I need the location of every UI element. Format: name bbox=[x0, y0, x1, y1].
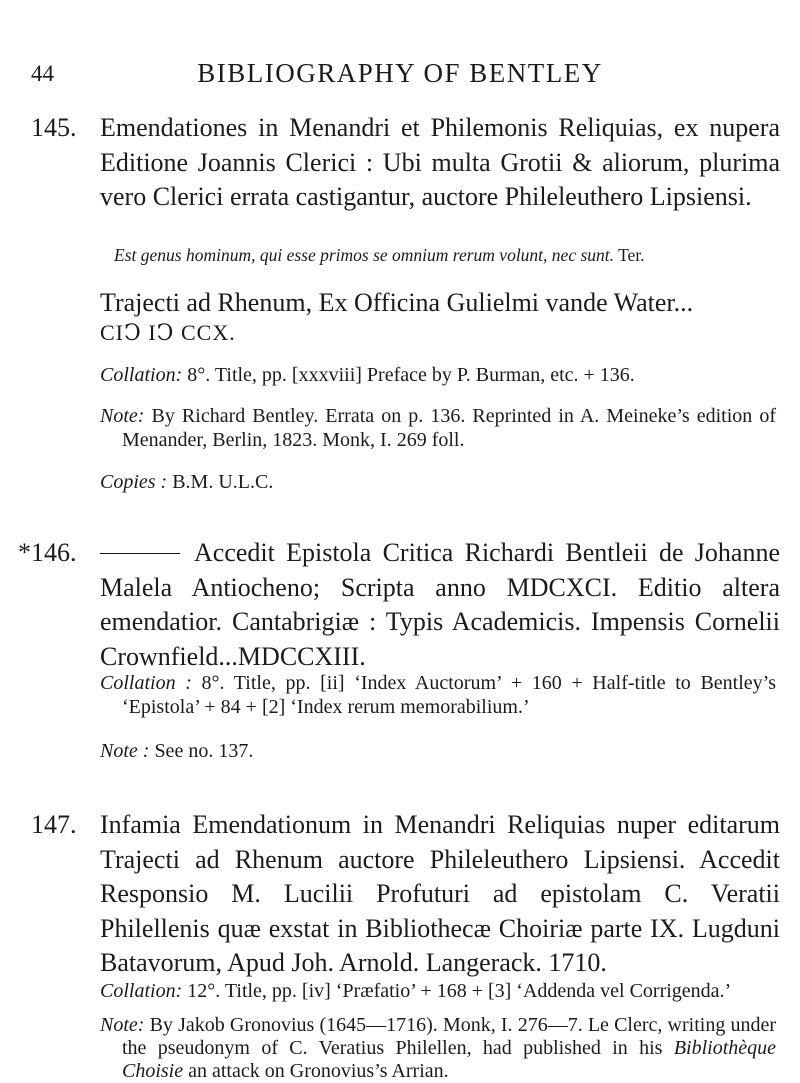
collation bbox=[100, 672, 776, 719]
collation-label: Collation : bbox=[100, 672, 192, 694]
copies-label: Copies : bbox=[100, 471, 168, 493]
entry-number: 147. bbox=[31, 810, 77, 839]
collation-label: Collation: bbox=[100, 980, 183, 1002]
copies-text: B.M. U.L.C. bbox=[172, 471, 274, 493]
note-text: See no. 137. bbox=[154, 740, 254, 762]
entry-number: *146. bbox=[18, 538, 77, 567]
note-label: Note: bbox=[100, 405, 145, 427]
imprint-date: CIↃ IↃ CCX. bbox=[100, 320, 236, 345]
collation bbox=[100, 980, 776, 1004]
collation-text: 8°. Title, pp. [xxxviii] Preface by P. Burman, etc. + 136. bbox=[187, 364, 635, 386]
entry-title: Accedit Epistola Critica Richardi Bentleii de Johanne Malela Antiocheno; Scripta anno MDCXCI. Editio altera emendatior. Cantabrigiæ : Typis Academicis. Impensis Cornelii Crownfield...MDCCXIII. bbox=[100, 538, 780, 671]
motto bbox=[114, 245, 764, 266]
imprint-line: Trajecti ad Rhenum, Ex Officina Gulielmi vande Water... bbox=[100, 288, 694, 317]
note bbox=[100, 405, 776, 452]
entry-number: 145. bbox=[31, 113, 77, 142]
copies bbox=[100, 471, 776, 495]
collation bbox=[100, 364, 776, 388]
note-italic-title: Bibliothèque Choisie bbox=[122, 1037, 777, 1082]
entry-title: Emendationes in Menandri et Philemonis Reliquias, ex nupera Editione Joannis Clerici : Ubi multa Grotii & aliorum, plurima vero Clerici errata castigantur, auctore Phileleuthero Lipsiensi. bbox=[100, 113, 780, 211]
note bbox=[100, 740, 776, 764]
entry-title: Infamia Emendationum in Menandri Reliquias nuper editarum Trajecti ad Rhenum auctore Phileleuthero Lipsiensi. Accedit Responsio M. Lucilii Profuturi ad epistolam C. Veratii Philellenis quæ exstat in Bibliothecæ Choiriæ parte IX. Lugduni Batavorum, Apud Joh. Arnold. Langerack. 1710. bbox=[100, 810, 780, 977]
note-text: By Jakob Gronovius (1645—1716). Monk, I. 276—7. Le Clerc, writing under the pseudonym of C. Veratius Philellen, had published in his bbox=[122, 1014, 777, 1059]
collation-label: Collation: bbox=[100, 364, 183, 386]
note bbox=[100, 1014, 776, 1083]
note-label: Note : bbox=[100, 740, 150, 762]
note-label: Note: bbox=[100, 1014, 145, 1036]
note-text-end: an attack on Gronovius’s Arrian. bbox=[188, 1060, 449, 1082]
collation-text: 8°. Title, pp. [ii] ‘Index Auctorum’ + 160 + Half-title to Bentley’s ‘Epistola’ + 84 + [2] ‘Index rerum memorabilium.’ bbox=[122, 672, 776, 718]
entry-title-block bbox=[100, 536, 780, 674]
motto-source: Ter. bbox=[618, 245, 645, 265]
motto-text: Est genus hominum, qui esse primos se omnium rerum volunt, nec sunt. bbox=[114, 245, 615, 265]
ditto-dash bbox=[100, 553, 180, 554]
running-head: BIBLIOGRAPHY OF BENTLEY bbox=[197, 58, 603, 88]
page-number: 44 bbox=[31, 61, 54, 86]
note-text: By Richard Bentley. Errata on p. 136. Reprinted in A. Meineke’s edition of Menander, Berlin, 1823. Monk, I. 269 foll. bbox=[122, 405, 777, 451]
collation-text: 12°. Title, pp. [iv] ‘Præfatio’ + 168 + [3] ‘Addenda vel Corrigenda.’ bbox=[187, 980, 732, 1002]
